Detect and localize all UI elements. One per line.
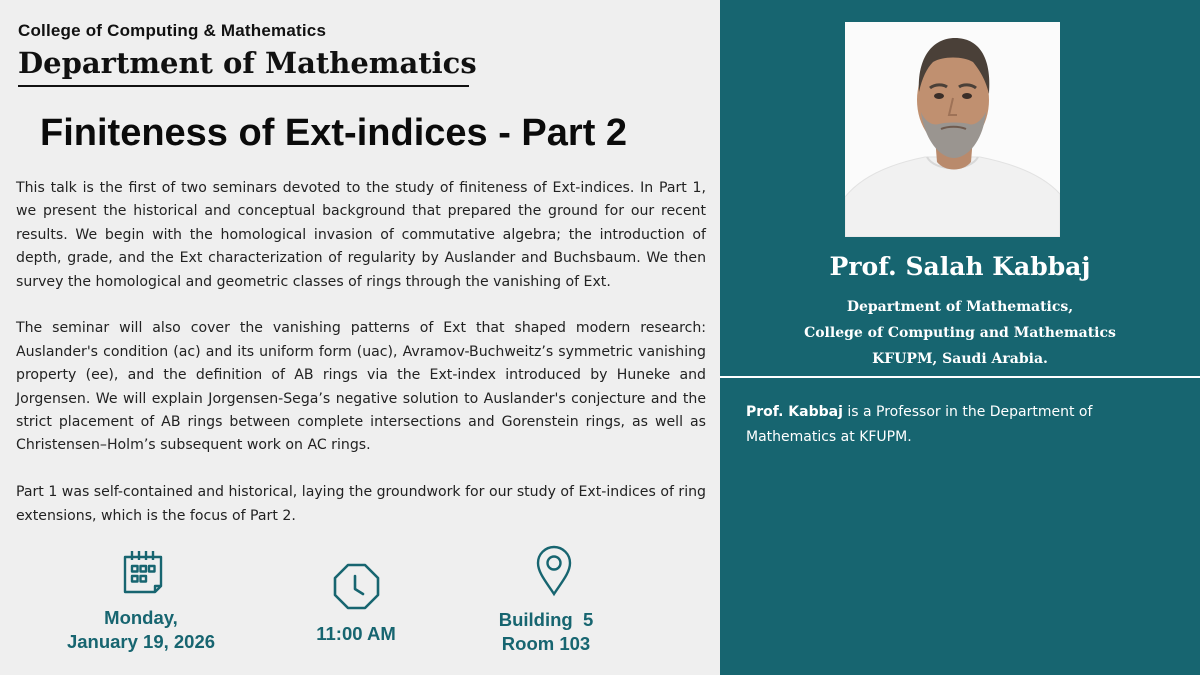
location-pin-icon xyxy=(535,545,573,597)
time-info: 11:00 AM xyxy=(316,623,396,644)
clock-icon xyxy=(333,563,380,610)
talk-abstract xyxy=(16,177,706,551)
affiliation-university: KFUPM, Saudi Arabia. xyxy=(872,351,1048,367)
location-info xyxy=(470,608,622,656)
location-room: Room 103 xyxy=(501,633,591,654)
speaker-bio xyxy=(746,400,1186,450)
college-name: College of Computing & Mathematics xyxy=(18,21,327,40)
affiliation-college: College of Computing and Mathematics xyxy=(804,325,1116,341)
talk-title: Finiteness of Ext-indices - Part 2 xyxy=(40,112,628,154)
speaker-divider xyxy=(720,376,1200,378)
location-building: Building 5 xyxy=(498,609,594,630)
date-weekday: Monday, xyxy=(104,607,178,628)
abstract-paragraph-1: This talk is the first of two seminars devoted to the study of finiteness of Ext-indices. In Part 1, we present the historical and conceptual background that prepared the ground for our recent results. We begin with the homological invasion of commutative algebra; the introduction of depth, grade, and the Ext characterization of regularity by Auslander and Buchsbaum. We then survey the homological and geometric classes of rings through the vanishing of Ext. xyxy=(16,180,706,290)
speaker-affiliation xyxy=(720,294,1200,372)
bio-text: is a Professor in the Department of Mathematics at KFUPM. xyxy=(746,404,1093,445)
abstract-paragraph-3: Part 1 was self-contained and historical, laying the groundwork for our study of Ext-indices of ring extensions, which is the focus of Part 2. xyxy=(16,484,706,524)
affiliation-department: Department of Mathematics, xyxy=(846,299,1074,315)
speaker-photo xyxy=(845,22,1060,237)
calendar-icon xyxy=(121,548,167,594)
speaker-name: Prof. Salah Kabbaj xyxy=(829,252,1091,281)
department-underline xyxy=(18,85,469,87)
abstract-paragraph-2: The seminar will also cover the vanishing patterns of Ext that shaped modern research: Auslander's condition (ac) and its uniform form (uac), Avramov-Buchweitz’s symmetric vanishing property (ee), and the definition of AB rings via the Ext-index introduced by Huneke and Jorgensen. We will explain Jorgensen-Sega’s negative solution to Auslander's conjecture and the strict placement of AB rings between complete intersections and Gorenstein rings, as well as Christensen–Holm’s subsequent work on AC rings. xyxy=(16,320,706,454)
date-full: January 19, 2026 xyxy=(66,631,216,652)
department-name: Department of Mathematics xyxy=(18,46,477,80)
bio-name: Prof. Kabbaj xyxy=(746,404,843,420)
date-info xyxy=(40,606,242,654)
